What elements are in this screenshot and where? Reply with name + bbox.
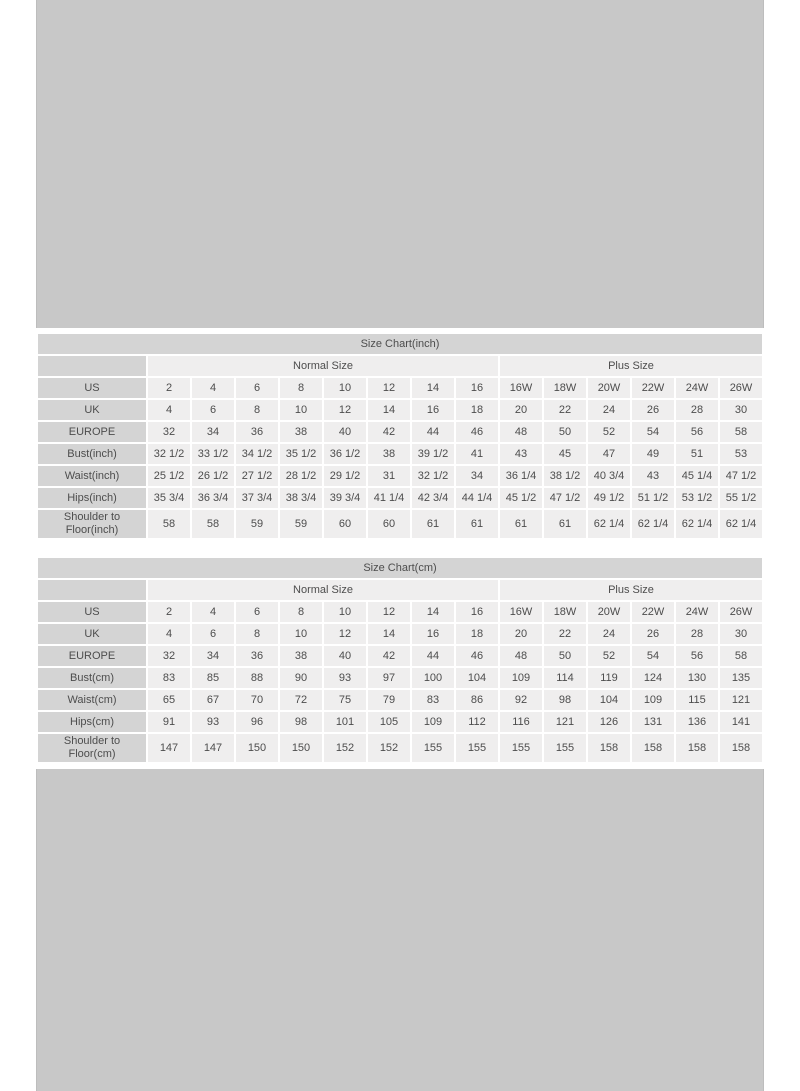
- data-cell: 50: [544, 422, 586, 442]
- data-cell: 155: [412, 734, 454, 762]
- data-cell: 62 1/4: [632, 510, 674, 538]
- band-spacer: [36, 540, 764, 556]
- data-cell: 52: [588, 422, 630, 442]
- data-cell: 53 1/2: [676, 488, 718, 508]
- data-cell: 83: [412, 690, 454, 710]
- data-cell: 28: [676, 400, 718, 420]
- data-cell: 49 1/2: [588, 488, 630, 508]
- table-row: [38, 466, 762, 486]
- data-cell: 109: [412, 712, 454, 732]
- data-cell: 28 1/2: [280, 466, 322, 486]
- data-cell: 49: [632, 444, 674, 464]
- data-cell: 44: [412, 422, 454, 442]
- data-cell: 34: [456, 466, 498, 486]
- table-row: [38, 690, 762, 710]
- data-cell: 10: [280, 624, 322, 644]
- data-cell: 8: [280, 602, 322, 622]
- row-label: Waist(cm): [38, 690, 146, 710]
- data-cell: 18: [456, 400, 498, 420]
- data-cell: 109: [500, 668, 542, 688]
- data-cell: 16: [412, 624, 454, 644]
- data-cell: 16W: [500, 602, 542, 622]
- table-row: [38, 488, 762, 508]
- row-label: UK: [38, 400, 146, 420]
- corner-cell: [38, 356, 146, 376]
- data-cell: 36 1/2: [324, 444, 366, 464]
- data-cell: 40: [324, 422, 366, 442]
- data-cell: 47: [588, 444, 630, 464]
- corner-cell: [38, 580, 146, 600]
- table-row: [38, 378, 762, 398]
- data-cell: 22W: [632, 378, 674, 398]
- data-cell: 112: [456, 712, 498, 732]
- data-cell: 20: [500, 400, 542, 420]
- size-chart-inch-table: [36, 332, 764, 540]
- table-row: [38, 400, 762, 420]
- data-cell: 42 3/4: [412, 488, 454, 508]
- data-cell: 4: [148, 400, 190, 420]
- data-cell: 34 1/2: [236, 444, 278, 464]
- data-cell: 65: [148, 690, 190, 710]
- data-cell: 52: [588, 646, 630, 666]
- data-cell: 58: [148, 510, 190, 538]
- group-header-normal-size: Normal Size: [148, 356, 498, 376]
- data-cell: 59: [236, 510, 278, 538]
- table-row: [38, 712, 762, 732]
- data-cell: 45 1/2: [500, 488, 542, 508]
- content-column: [36, 0, 764, 1091]
- data-cell: 104: [588, 690, 630, 710]
- data-cell: 72: [280, 690, 322, 710]
- data-cell: 98: [544, 690, 586, 710]
- data-cell: 24: [588, 400, 630, 420]
- data-cell: 6: [236, 378, 278, 398]
- data-cell: 38 3/4: [280, 488, 322, 508]
- data-cell: 16W: [500, 378, 542, 398]
- data-cell: 32: [148, 646, 190, 666]
- data-cell: 34: [192, 646, 234, 666]
- data-cell: 26: [632, 624, 674, 644]
- data-cell: 115: [676, 690, 718, 710]
- data-cell: 4: [192, 602, 234, 622]
- size-chart-cm-table: [36, 556, 764, 764]
- data-cell: 32 1/2: [148, 444, 190, 464]
- data-cell: 38: [368, 444, 410, 464]
- data-cell: 61: [544, 510, 586, 538]
- data-cell: 105: [368, 712, 410, 732]
- data-cell: 24W: [676, 602, 718, 622]
- data-cell: 152: [324, 734, 366, 762]
- data-cell: 60: [368, 510, 410, 538]
- data-cell: 44 1/4: [456, 488, 498, 508]
- data-cell: 36: [236, 422, 278, 442]
- table-row: [38, 510, 762, 538]
- row-label: US: [38, 602, 146, 622]
- data-cell: 62 1/4: [720, 510, 762, 538]
- data-cell: 10: [324, 378, 366, 398]
- data-cell: 130: [676, 668, 718, 688]
- data-cell: 54: [632, 646, 674, 666]
- data-cell: 155: [456, 734, 498, 762]
- data-cell: 46: [456, 646, 498, 666]
- data-cell: 26 1/2: [192, 466, 234, 486]
- data-cell: 126: [588, 712, 630, 732]
- data-cell: 6: [236, 602, 278, 622]
- data-cell: 79: [368, 690, 410, 710]
- data-cell: 42: [368, 646, 410, 666]
- data-cell: 43: [500, 444, 542, 464]
- data-cell: 136: [676, 712, 718, 732]
- data-cell: 8: [236, 624, 278, 644]
- data-cell: 41 1/4: [368, 488, 410, 508]
- data-cell: 25 1/2: [148, 466, 190, 486]
- data-cell: 158: [632, 734, 674, 762]
- data-cell: 147: [192, 734, 234, 762]
- data-cell: 152: [368, 734, 410, 762]
- data-cell: 135: [720, 668, 762, 688]
- group-header-row: [38, 580, 762, 600]
- data-cell: 22: [544, 400, 586, 420]
- data-cell: 14: [412, 602, 454, 622]
- data-cell: 141: [720, 712, 762, 732]
- data-cell: 147: [148, 734, 190, 762]
- data-cell: 4: [192, 378, 234, 398]
- data-cell: 18: [456, 624, 498, 644]
- data-cell: 60: [324, 510, 366, 538]
- data-cell: 121: [544, 712, 586, 732]
- data-cell: 114: [544, 668, 586, 688]
- data-cell: 8: [236, 400, 278, 420]
- data-cell: 35 1/2: [280, 444, 322, 464]
- data-cell: 43: [632, 466, 674, 486]
- table-row: [38, 646, 762, 666]
- table-row: [38, 734, 762, 762]
- table-row: [38, 668, 762, 688]
- table-title-row: [38, 558, 762, 578]
- data-cell: 62 1/4: [676, 510, 718, 538]
- data-cell: 29 1/2: [324, 466, 366, 486]
- data-cell: 39 3/4: [324, 488, 366, 508]
- data-cell: 53: [720, 444, 762, 464]
- table-row: [38, 624, 762, 644]
- data-cell: 150: [236, 734, 278, 762]
- table-row: [38, 422, 762, 442]
- size-chart-tables: [36, 332, 764, 764]
- size-chart-inch-title: Size Chart(inch): [38, 334, 762, 354]
- data-cell: 54: [632, 422, 674, 442]
- data-cell: 10: [324, 602, 366, 622]
- data-cell: 158: [676, 734, 718, 762]
- data-cell: 6: [192, 624, 234, 644]
- data-cell: 67: [192, 690, 234, 710]
- group-header-plus-size: Plus Size: [500, 356, 762, 376]
- data-cell: 75: [324, 690, 366, 710]
- data-cell: 58: [720, 422, 762, 442]
- data-cell: 37 3/4: [236, 488, 278, 508]
- data-cell: 86: [456, 690, 498, 710]
- data-cell: 20: [500, 624, 542, 644]
- row-label: EUROPE: [38, 646, 146, 666]
- data-cell: 85: [192, 668, 234, 688]
- data-cell: 40 3/4: [588, 466, 630, 486]
- data-cell: 14: [368, 400, 410, 420]
- data-cell: 55 1/2: [720, 488, 762, 508]
- data-cell: 62 1/4: [588, 510, 630, 538]
- data-cell: 119: [588, 668, 630, 688]
- group-header-row: [38, 356, 762, 376]
- data-cell: 104: [456, 668, 498, 688]
- data-cell: 22W: [632, 602, 674, 622]
- data-cell: 40: [324, 646, 366, 666]
- table-row: [38, 602, 762, 622]
- data-cell: 93: [324, 668, 366, 688]
- data-cell: 33 1/2: [192, 444, 234, 464]
- data-cell: 48: [500, 422, 542, 442]
- data-cell: 56: [676, 422, 718, 442]
- data-cell: 131: [632, 712, 674, 732]
- row-label: Shoulder to Floor(inch): [38, 510, 146, 538]
- data-cell: 38: [280, 422, 322, 442]
- data-cell: 22: [544, 624, 586, 644]
- data-cell: 30: [720, 624, 762, 644]
- data-cell: 90: [280, 668, 322, 688]
- row-label: Bust(cm): [38, 668, 146, 688]
- data-cell: 50: [544, 646, 586, 666]
- data-cell: 36 3/4: [192, 488, 234, 508]
- data-cell: 12: [324, 400, 366, 420]
- data-cell: 16: [412, 400, 454, 420]
- data-cell: 51 1/2: [632, 488, 674, 508]
- row-label: US: [38, 378, 146, 398]
- data-cell: 70: [236, 690, 278, 710]
- data-cell: 93: [192, 712, 234, 732]
- data-cell: 98: [280, 712, 322, 732]
- data-cell: 32: [148, 422, 190, 442]
- data-cell: 58: [720, 646, 762, 666]
- data-cell: 46: [456, 422, 498, 442]
- data-cell: 51: [676, 444, 718, 464]
- data-cell: 155: [544, 734, 586, 762]
- data-cell: 47 1/2: [720, 466, 762, 486]
- group-header-normal-size: Normal Size: [148, 580, 498, 600]
- row-label: Hips(cm): [38, 712, 146, 732]
- data-cell: 150: [280, 734, 322, 762]
- data-cell: 2: [148, 602, 190, 622]
- data-cell: 47 1/2: [544, 488, 586, 508]
- data-cell: 34: [192, 422, 234, 442]
- data-cell: 39 1/2: [412, 444, 454, 464]
- data-cell: 10: [280, 400, 322, 420]
- data-cell: 83: [148, 668, 190, 688]
- row-label: Hips(inch): [38, 488, 146, 508]
- data-cell: 27 1/2: [236, 466, 278, 486]
- row-label: Waist(inch): [38, 466, 146, 486]
- data-cell: 16: [456, 378, 498, 398]
- data-cell: 26W: [720, 602, 762, 622]
- data-cell: 28: [676, 624, 718, 644]
- data-cell: 6: [192, 400, 234, 420]
- data-cell: 26: [632, 400, 674, 420]
- data-cell: 26W: [720, 378, 762, 398]
- data-cell: 59: [280, 510, 322, 538]
- data-cell: 18W: [544, 602, 586, 622]
- row-label: Bust(inch): [38, 444, 146, 464]
- data-cell: 20W: [588, 602, 630, 622]
- row-label: UK: [38, 624, 146, 644]
- data-cell: 45: [544, 444, 586, 464]
- data-cell: 56: [676, 646, 718, 666]
- data-cell: 158: [588, 734, 630, 762]
- data-cell: 100: [412, 668, 454, 688]
- data-cell: 158: [720, 734, 762, 762]
- row-label: Shoulder to Floor(cm): [38, 734, 146, 762]
- data-cell: 124: [632, 668, 674, 688]
- product-image-placeholder-bottom: [36, 769, 764, 1091]
- data-cell: 35 3/4: [148, 488, 190, 508]
- data-cell: 32 1/2: [412, 466, 454, 486]
- data-cell: 155: [500, 734, 542, 762]
- data-cell: 36: [236, 646, 278, 666]
- data-cell: 4: [148, 624, 190, 644]
- size-chart-cm-title: Size Chart(cm): [38, 558, 762, 578]
- data-cell: 96: [236, 712, 278, 732]
- data-cell: 38: [280, 646, 322, 666]
- size-chart-band: [36, 328, 764, 769]
- data-cell: 92: [500, 690, 542, 710]
- data-cell: 61: [500, 510, 542, 538]
- data-cell: 38 1/2: [544, 466, 586, 486]
- data-cell: 97: [368, 668, 410, 688]
- data-cell: 109: [632, 690, 674, 710]
- table-row: [38, 444, 762, 464]
- data-cell: 14: [412, 378, 454, 398]
- data-cell: 116: [500, 712, 542, 732]
- table-title-row: [38, 334, 762, 354]
- data-cell: 45 1/4: [676, 466, 718, 486]
- data-cell: 30: [720, 400, 762, 420]
- data-cell: 16: [456, 602, 498, 622]
- data-cell: 44: [412, 646, 454, 666]
- data-cell: 8: [280, 378, 322, 398]
- data-cell: 41: [456, 444, 498, 464]
- data-cell: 18W: [544, 378, 586, 398]
- data-cell: 61: [412, 510, 454, 538]
- data-cell: 2: [148, 378, 190, 398]
- data-cell: 101: [324, 712, 366, 732]
- row-label: EUROPE: [38, 422, 146, 442]
- data-cell: 58: [192, 510, 234, 538]
- data-cell: 91: [148, 712, 190, 732]
- data-cell: 24: [588, 624, 630, 644]
- data-cell: 31: [368, 466, 410, 486]
- data-cell: 121: [720, 690, 762, 710]
- data-cell: 48: [500, 646, 542, 666]
- data-cell: 12: [368, 602, 410, 622]
- data-cell: 36 1/4: [500, 466, 542, 486]
- data-cell: 24W: [676, 378, 718, 398]
- data-cell: 14: [368, 624, 410, 644]
- data-cell: 12: [368, 378, 410, 398]
- data-cell: 42: [368, 422, 410, 442]
- data-cell: 61: [456, 510, 498, 538]
- group-header-plus-size: Plus Size: [500, 580, 762, 600]
- product-image-placeholder-top: [36, 0, 764, 328]
- data-cell: 88: [236, 668, 278, 688]
- data-cell: 12: [324, 624, 366, 644]
- data-cell: 20W: [588, 378, 630, 398]
